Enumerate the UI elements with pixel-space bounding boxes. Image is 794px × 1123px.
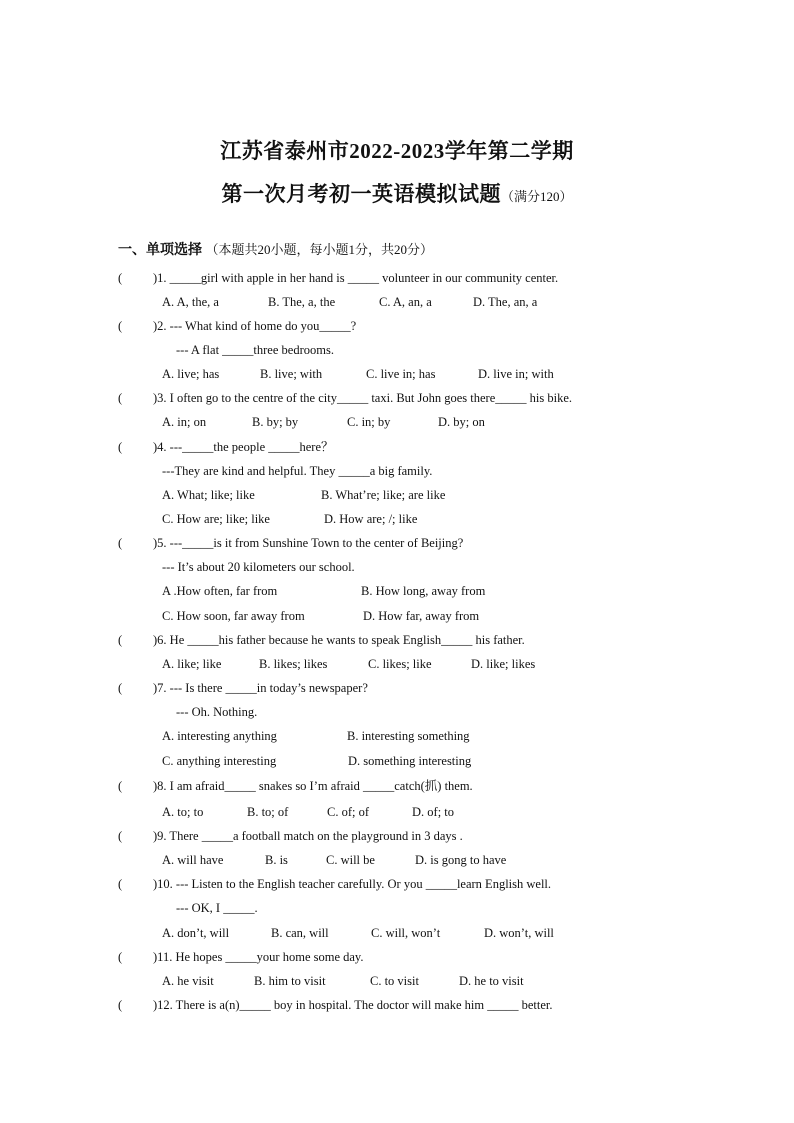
option-b: B. can, will <box>271 926 329 940</box>
option-a: A. interesting anything <box>162 729 277 743</box>
option-a: A. don’t, will <box>162 926 230 940</box>
question-stem: )11. He hopes _____your home some day. <box>153 950 364 964</box>
option-b: B. live; with <box>260 367 323 381</box>
option-b: B. by; by <box>252 415 299 429</box>
question-10-reply: --- OK, I _____. <box>176 901 258 915</box>
option-b: B. The, a, the <box>268 295 336 309</box>
answer-blank: ( <box>118 877 123 891</box>
section-note: （本题共20小题，每小题1分，共20分） <box>205 242 434 257</box>
answer-blank: ( <box>118 633 123 647</box>
option-a: A. A, the, a <box>162 295 219 309</box>
section-heading <box>118 239 433 259</box>
question-stem: )9. There _____a football match on the playground in 3 days . <box>153 829 463 843</box>
option-b: B. What’re; like; are like <box>321 488 446 502</box>
option-d: D. of; to <box>412 805 455 819</box>
answer-blank: ( <box>118 319 123 333</box>
option-c: C. likes; like <box>368 657 432 671</box>
question-stem: )4. ---_____the people _____here？ <box>153 440 334 454</box>
option-c: C. How soon, far away from <box>162 609 305 623</box>
question-stem: )3. I often go to the centre of the city_____ taxi. But John goes there_____ his bike. <box>153 391 573 405</box>
question-stem: )10. --- Listen to the English teacher carefully. Or you _____learn English well. <box>153 877 552 891</box>
option-d: D. is gong to have <box>415 853 507 867</box>
option-a: A .How often, far from <box>162 584 278 598</box>
option-c: C. anything interesting <box>162 754 277 768</box>
option-d: D. something interesting <box>348 754 472 768</box>
option-a: A. like; like <box>162 657 222 671</box>
answer-blank: ( <box>118 271 123 285</box>
exam-subtitle-text: 第一次月考初一英语模拟试题 <box>221 182 501 206</box>
option-c: C. live in; has <box>366 367 436 381</box>
option-b: B. him to visit <box>254 974 326 988</box>
option-d: D. The, an, a <box>473 295 538 309</box>
question-5-reply: --- It’s about 20 kilometers our school. <box>162 560 355 574</box>
option-c: C. A, an, a <box>379 295 432 309</box>
option-c: C. to visit <box>370 974 419 988</box>
option-c: C. of; of <box>327 805 370 819</box>
exam-subtitle <box>0 178 794 208</box>
answer-blank: ( <box>118 779 123 793</box>
answer-blank: ( <box>118 536 123 550</box>
option-b: B. is <box>265 853 288 867</box>
question-4-reply: ---They are kind and helpful. They _____a big family. <box>162 464 433 478</box>
option-d: D. won’t, will <box>484 926 554 940</box>
option-b: B. likes; likes <box>259 657 328 671</box>
answer-blank: ( <box>118 681 123 695</box>
question-stem: )2. --- What kind of home do you_____? <box>153 319 357 333</box>
option-b: B. to; of <box>247 805 289 819</box>
question-stem: )7. --- Is there _____in today’s newspaper? <box>153 681 368 695</box>
question-stem: )8. I am afraid_____ snakes so I’m afraid _____catch(抓) them. <box>153 779 473 793</box>
question-stem: )1. _____girl with apple in her hand is _____ volunteer in our community center. <box>153 271 559 285</box>
question-stem: )5. ---_____is it from Sunshine Town to the center of Beijing? <box>153 536 464 550</box>
exam-title: 江苏省泰州市2022-2023学年第二学期 <box>220 139 574 163</box>
answer-blank: ( <box>118 829 123 843</box>
option-c: C. will, won’t <box>371 926 441 940</box>
section-title: 一、单项选择 <box>118 243 202 258</box>
answer-blank: ( <box>118 950 123 964</box>
option-a: A. What; like; like <box>162 488 255 502</box>
question-7-reply: --- Oh. Nothing. <box>176 705 258 719</box>
option-d: D. How are; /; like <box>324 512 418 526</box>
option-d: D. How far, away from <box>363 609 480 623</box>
answer-blank: ( <box>118 391 123 405</box>
option-d: D. he to visit <box>459 974 524 988</box>
option-a: A. he visit <box>162 974 214 988</box>
option-d: D. like; likes <box>471 657 536 671</box>
option-d: D. by; on <box>438 415 485 429</box>
question-2-reply: --- A flat _____three bedrooms. <box>176 343 334 357</box>
question-stem: )12. There is a(n)_____ boy in hospital. The doctor will make him _____ better. <box>153 998 553 1012</box>
answer-blank: ( <box>118 440 123 454</box>
full-score: （满分120） <box>500 189 573 204</box>
option-c: C. in; by <box>347 415 391 429</box>
option-d: D. live in; with <box>478 367 554 381</box>
option-a: A. will have <box>162 853 224 867</box>
option-b: B. interesting something <box>347 729 470 743</box>
option-c: C. will be <box>326 853 375 867</box>
option-b: B. How long, away from <box>361 584 486 598</box>
option-a: A. live; has <box>162 367 220 381</box>
option-c: C. How are; like; like <box>162 512 270 526</box>
option-a: A. to; to <box>162 805 204 819</box>
question-stem: )6. He _____his father because he wants to speak English_____ his father. <box>153 633 525 647</box>
answer-blank: ( <box>118 998 123 1012</box>
option-a: A. in; on <box>162 415 207 429</box>
